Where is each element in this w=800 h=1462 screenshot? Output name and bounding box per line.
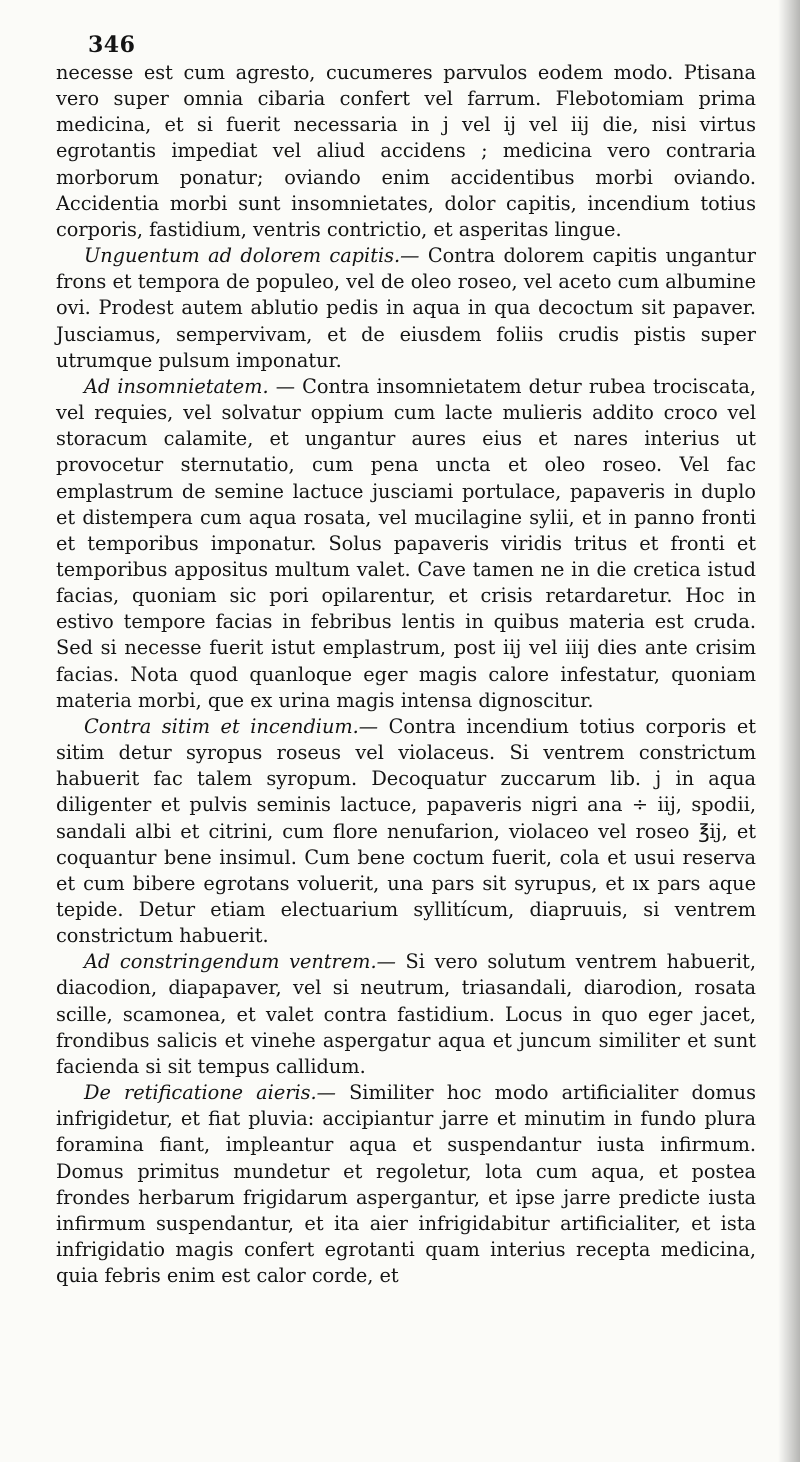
paragraph-text: Si vero solutum ventrem habuerit, diacodion, diapapaver, vel si neutrum, triasandali, diarodion, rosata scille, scamonea, et valet contra fastidium. Locus in quo eger jacet, frondibus salicis et vinehe aspergatur aqua et juncum similiter et sunt facienda si sit tempus callidum. [56,950,756,1078]
paragraph-insomnietatem [56,374,756,714]
paragraph-text: Contra incendium totius corporis et sitim detur syropus roseus vel violaceus. Si ventrem constrictum habuerit fac talem syropum. Decoquatur zuccarum lib. j in aqua diligenter et pulvis seminis lactuce, papaveris nigri ana ÷ iij, spodii, sandali albi et citrini, cum flore nenufarion, violaceo vel roseo ℥ij, et coquantur bene insimul. Cum bene coctum fuerit, cola et usui reserva et cum bibere egrotans voluerit, una pars sit syrupus, et ıx pars aque tepide. Detur etiam electuarium syllitícum, diapruuis, si ventrem constrictum habuerit. [56,714,756,948]
paragraph-retificatione [56,1080,756,1289]
paragraph-heading: De retificatione aieris.— [84,1081,336,1105]
page-edge-shadow [778,0,800,1462]
paragraph-text: Contra dolorem capitis ungantur frons et tempora de populeo, vel de oleo roseo, vel aceto cum albumine ovi. Prodest autem ablutio pedis in aqua in qua decoctum sit papaver. Jusciamus, sempervivam, et de eiusdem foliis crudis pistis super utrumque pulsum imponatur. [56,244,757,372]
paragraph-constringendum [56,949,756,1080]
paragraph-heading: Ad insomnietatem. [84,374,269,398]
paragraph-dolor-capitis [56,243,756,374]
paragraph-text: — Contra insomnietatem detur rubea trociscata, vel requies, vel solvatur oppium cum lacte mulieris addito croco vel storacum calamite, et ungantur aures eius et nares interius ut provocetur sternutatio, cum pena uncta et oleo roseo. Vel fac emplastrum de semine lactuce jusciami portulace, papaveris in duplo et distempera cum aqua rosata, vel mucilagine sylii, et in panno fronti et temporibus imponatur. Solus papaveris viridis tritus et fronti et temporibus appositus multum valet. Cave tamen ne in die cretica istud facias, quoniam sic pori opilarentur, et crisis retardaretur. Hoc in estivo tempore facias in febribus lentis in quibus materia est cruda. Sed si necesse fuerit istut emplastrum, post iij vel iiij dies ante crisim facias. Nota quod quanloque eger magis calore infestatur, quoniam materia morbi, que ex urina magis intensa dignoscitur. [56,374,757,712]
paragraph-heading: Ad constringendum ventrem.— [84,950,396,974]
page-number: 346 [88,32,136,58]
paragraph-sitim-incendium [56,714,756,949]
page-body [56,60,756,1289]
paragraph-continuation [56,60,756,243]
paragraph-heading: Unguentum ad dolorem capitis.— [84,244,420,268]
paragraph-text: necesse est cum agresto, cucumeres parvulos eodem modo. Ptisana vero super omnia cibaria confert vel farrum. Flebotomiam prima medicina, et si fuerit necessaria in j vel ij vel iij die, nisi virtus egrotantis impediat vel aliud accidens ; medicina vero contraria morborum ponatur; oviando enim accidentibus morbi oviando. Accidentia morbi sunt insomnietates, dolor capitis, incendium totius corporis, fastidium, ventris contrictio, et asperitas lingue. [56,61,756,241]
paragraph-text: Similiter hoc modo artificialiter domus infrigidetur, et fiat pluvia: accipiantur jarre et minutim in fundo plura foramina fiant, impleantur aqua et suspendantur iusta infirmum. Domus primitus mundetur et regoletur, lota cum aqua, et postea frondes herbarum frigidarum aspergantur, et ipse jarre predicte iusta infirmum suspendantur, et ita aier infrigidabitur artificialiter, et ista infrigidatio magis confert egrotanti quam interius recepta medicina, quia febris enim est calor corde, et [56,1081,756,1288]
paragraph-heading: Contra sitim et incendium.— [84,714,379,738]
